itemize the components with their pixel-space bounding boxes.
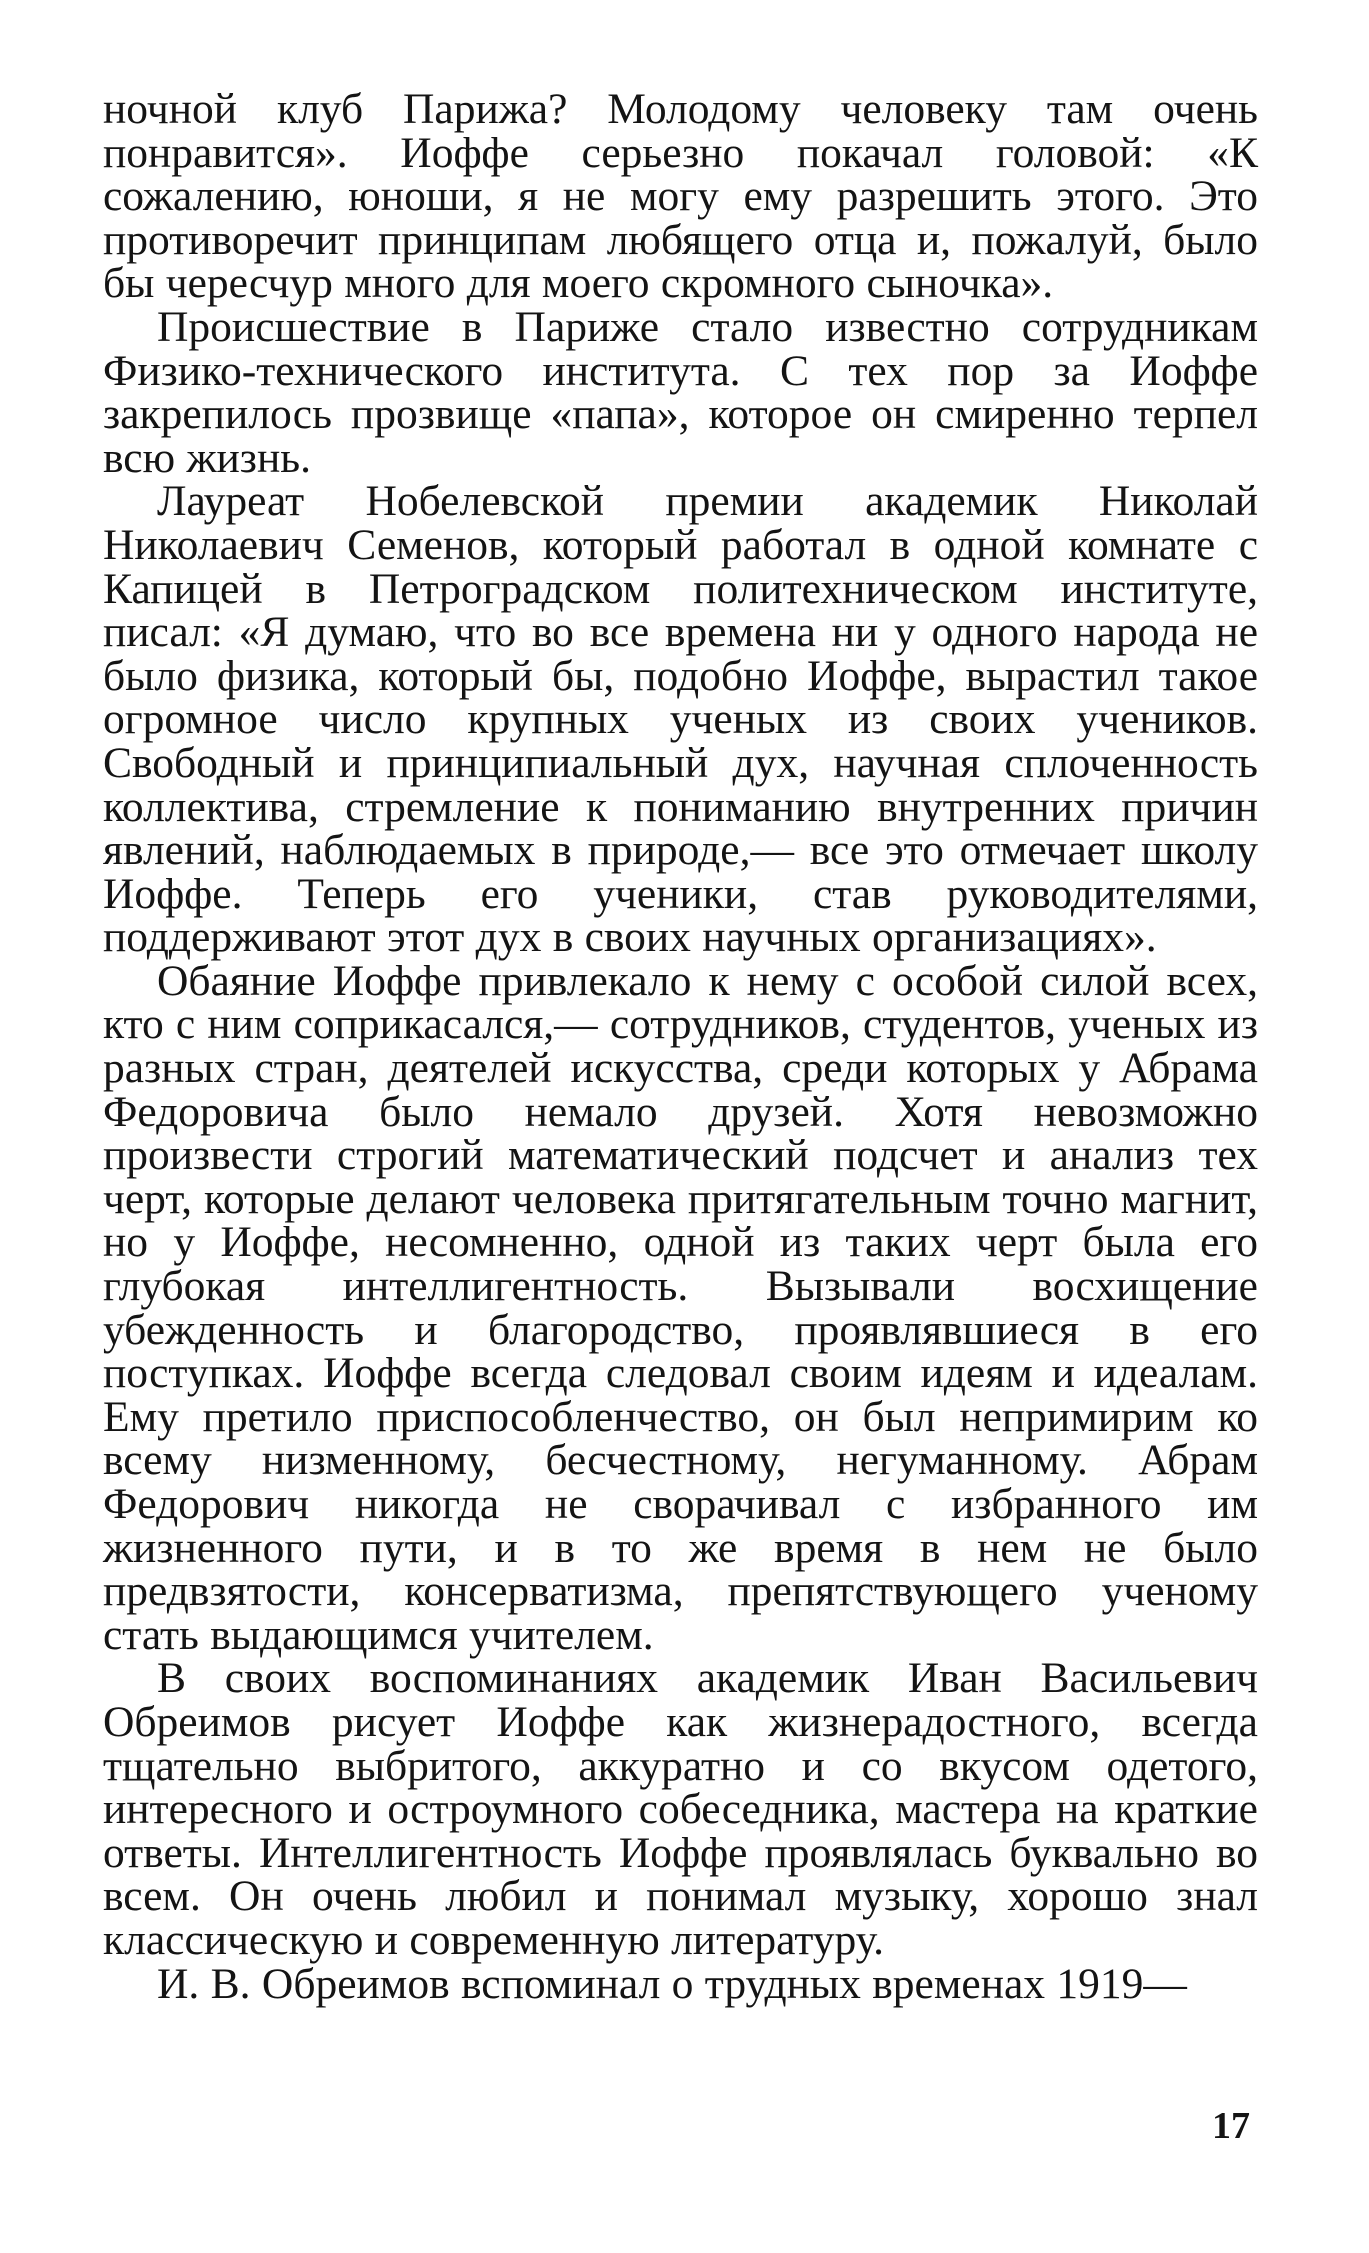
paragraph-3: Лауреат Нобелевской премии академик Николай Николаевич Семенов, который работал в одной комнате с Капицей в Петроградском политехническом институте, писал: «Я думаю, что во все времена ни у одного народа не было физика, который бы, подобно Иоффе, вырастил такое огромное число крупных ученых из своих учеников. Свободный и принципиальный дух, научная сплоченность коллектива, стремление к пониманию внутренних причин явлений, наблюдаемых в природе,— все это отмечает школу Иоффе. Теперь его ученики, став руководителями, поддерживают этот дух в своих научных организациях». (103, 477, 1258, 962)
paragraph-5: В своих воспоминаниях академик Иван Васильевич Обреимов рисует Иоффе как жизнерадостного, всегда тщательно выбритого, аккуратно и со вкусом одетого, интересного и остроумного собеседника, мастера на краткие ответы. Интеллигентность Иоффе проявлялась буквально во всем. Он очень любил и понимал музыку, хорошо знал классическую и современную литературу. (103, 1654, 1258, 1964)
paragraph-6: И. В. Обреимов вспоминал о трудных временах 1919— (157, 1959, 1187, 2008)
page-number: 17 (1212, 2105, 1250, 2147)
paragraph-4: Обаяние Иоффе привлекало к нему с особой силой всех, кто с ним соприкасался,— сотрудников, студентов, ученых из разных стран, деятелей искусства, среди которых у Абрама Федоровича было немало друзей. Хотя невозможно произвести строгий математический подсчет и анализ тех черт, которые делают человека притягательным точно магнит, но у Иоффе, несомненно, одной из таких черт была его глубокая интеллигентность. Вызывали восхищение убежденность и благородство, проявлявшиеся в его поступках. Иоффе всегда следовал своим идеям и идеалам. Ему претило приспособленчество, он был непримирим ко всему низменному, бесчестному, негуманному. Абрам Федорович никогда не сворачивал с избранного им жизненного пути, и в то же время в нем не было предвзятости, консерватизма, препятствующего ученому стать выдающимся учителем. (103, 956, 1258, 1659)
paragraph-1: ночной клуб Парижа? Молодому человеку там очень понравится». Иоффе серьезно покачал головой: «К сожалению, юноши, я не могу ему разрешить этого. Это противоречит принципам любящего отца и, пожалуй, было бы чересчур много для моего скромного сыночка». (103, 85, 1258, 308)
page-body (103, 85, 1258, 2008)
paragraph-2: Происшествие в Париже стало известно сотрудникам Физико-технического института. С тех пор за Иоффе закрепилось прозвище «папа», которое он смиренно терпел всю жизнь. (103, 302, 1258, 482)
